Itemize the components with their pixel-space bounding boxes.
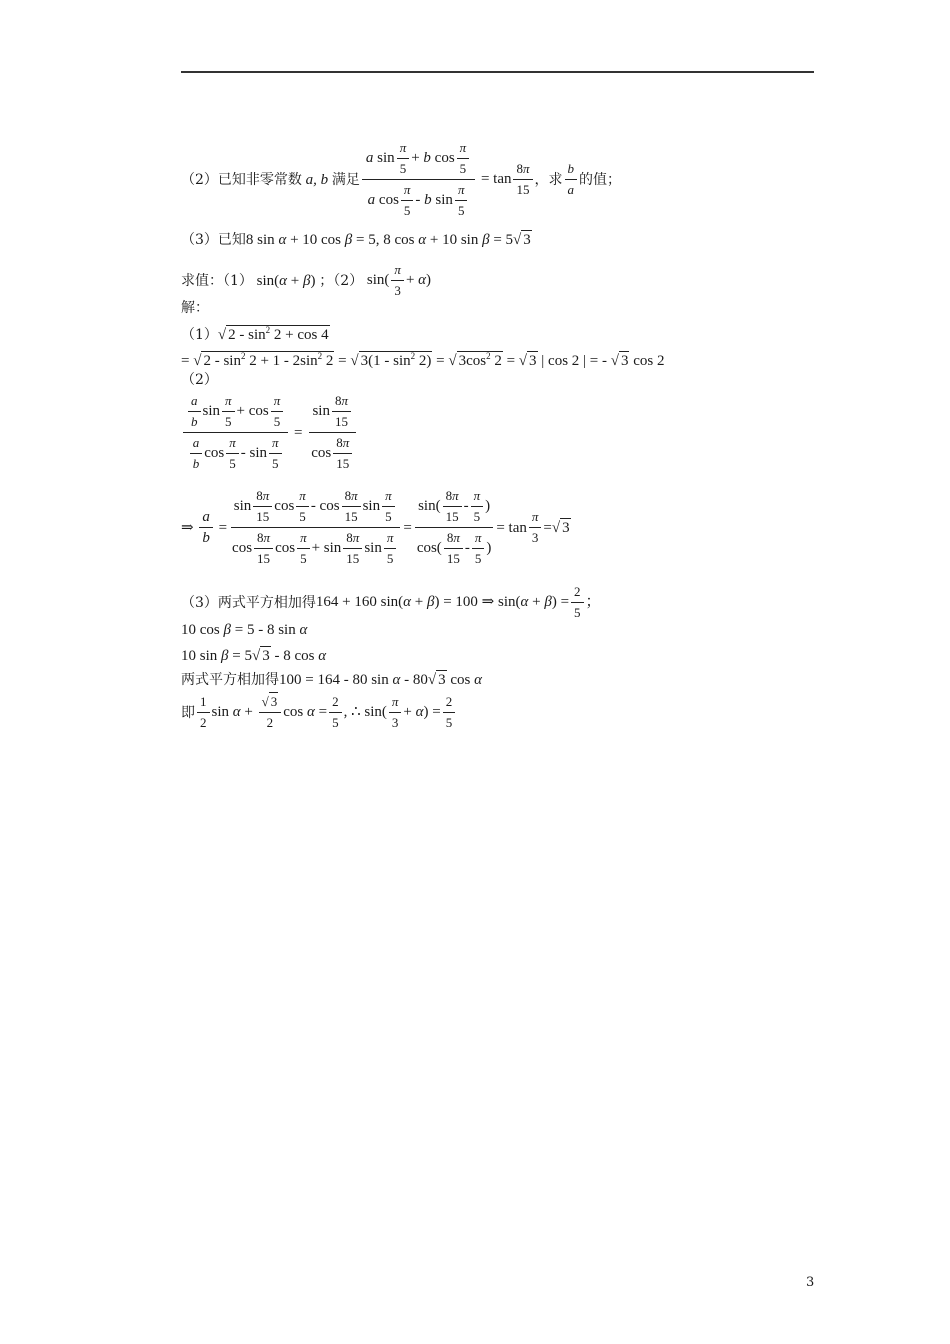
solution-3-l5: 即 $\frac{1}{2}$ sin α + $\frac{√ 3}{2}$ cos α = $\frac{2}{5}$ , ∴ sin( $\frac{\pi}{3}$ + α) = $\frac{2}{5}$ [181, 694, 457, 731]
solution-label: 解： [181, 300, 209, 316]
solution-3-l4: 两式平方相加得100 = 164 - 80 sin α - 80√ 3 cos α [181, 672, 482, 688]
q2-ask: ，求 [534, 171, 563, 188]
solution-1-head: （1）√ $2 - \sin^2 2 + \cos 4$ [181, 325, 329, 343]
q2-ask-post: 的值； [579, 171, 621, 188]
ask-line: 求值：（1） sin(α + β) ；（2） sin( $\frac{\pi}{3}$ + α) [181, 262, 432, 298]
solution-2-label: （2） [181, 372, 218, 388]
ask-label: 求值：（1） [181, 272, 253, 289]
q3-prefix: （3）已知 [181, 232, 246, 248]
solution-2-step1: $\frac{a}{b}$ sin $\frac{\pi}{5}$ + cos $\frac{\pi}{5}$ $\frac{a}{b}$ cos $\frac{\pi}{5}$ - sin $\frac{\pi}{5}$ = sin $\frac{8\pi}{15}$ cos $\frac{8\pi}{15}$ [181, 393, 359, 472]
solution-3-l2: 10 cos β = 5 - 8 sin α [181, 622, 308, 638]
q2-vars: a, b [301, 171, 332, 188]
header-rule [181, 71, 814, 73]
solution-3-l3: 10 sin β = 5√ 3 - 8 cos α [181, 648, 327, 664]
page-number: 3 [806, 1275, 815, 1290]
q2-prefix: （2）已知非零常数 [181, 171, 302, 188]
q2-fraction: a sin $\frac{\pi}{5}$ + b cos $\frac{\pi}{5}$ a cos $\frac{\pi}{5}$ - b sin $\frac{\pi}{5}$ [362, 140, 475, 219]
q2-mid: 满足 [331, 171, 360, 188]
solution-2-step2: ⇒ $\frac{a}{b}$ = sin $\frac{8\pi}{15}$ cos $\frac{\pi}{5}$ - cos $\frac{8\pi}{15}$ sin $\frac{\pi}{5}$ cos $\frac{8\pi}{15}$ cos $\frac{\pi}{5}$ + sin $\frac{8\pi}{15}$ sin $\frac{\pi}{5}$ = sin( $\frac{8\pi}{15}$ - $\frac{\pi}{5}$ ) cos( $\frac{8\pi}{15}$ - $\frac{\pi}{5}$ ) = tan $\frac{\pi}{3}$ = √ 3 [181, 488, 570, 566]
question-3: （3）已知8 sin α + 10 cos β = 5, 8 cos α + 10 sin β = 5√ 3 [181, 232, 531, 248]
solution-3-l1: （3）两式平方相加得 164 + 160 sin(α + β) = 100 ⇒ sin(α + β) = $\frac{2}{5}$ ； [181, 584, 601, 620]
question-2: （2）已知非零常数 a, b 满足 a sin $\frac{\pi}{5}$ + b cos $\frac{\pi}{5}$ a cos $\frac{\pi}{5}$ - b sin $\frac{\pi}{5}$ = tan $\frac{8\pi}{15}$ ，求 $\frac{b}{a}$ 的值； [181, 140, 621, 218]
solution-1-chain: = √ $2 - \sin^2 2 + 1 - 2\sin^2$ 2 = √ $3(1 - \sin^2 2)$ = √ $3\cos^2$ 2 = √ 3 | cos 2 | = - √ 3 cos 2 [181, 351, 665, 369]
